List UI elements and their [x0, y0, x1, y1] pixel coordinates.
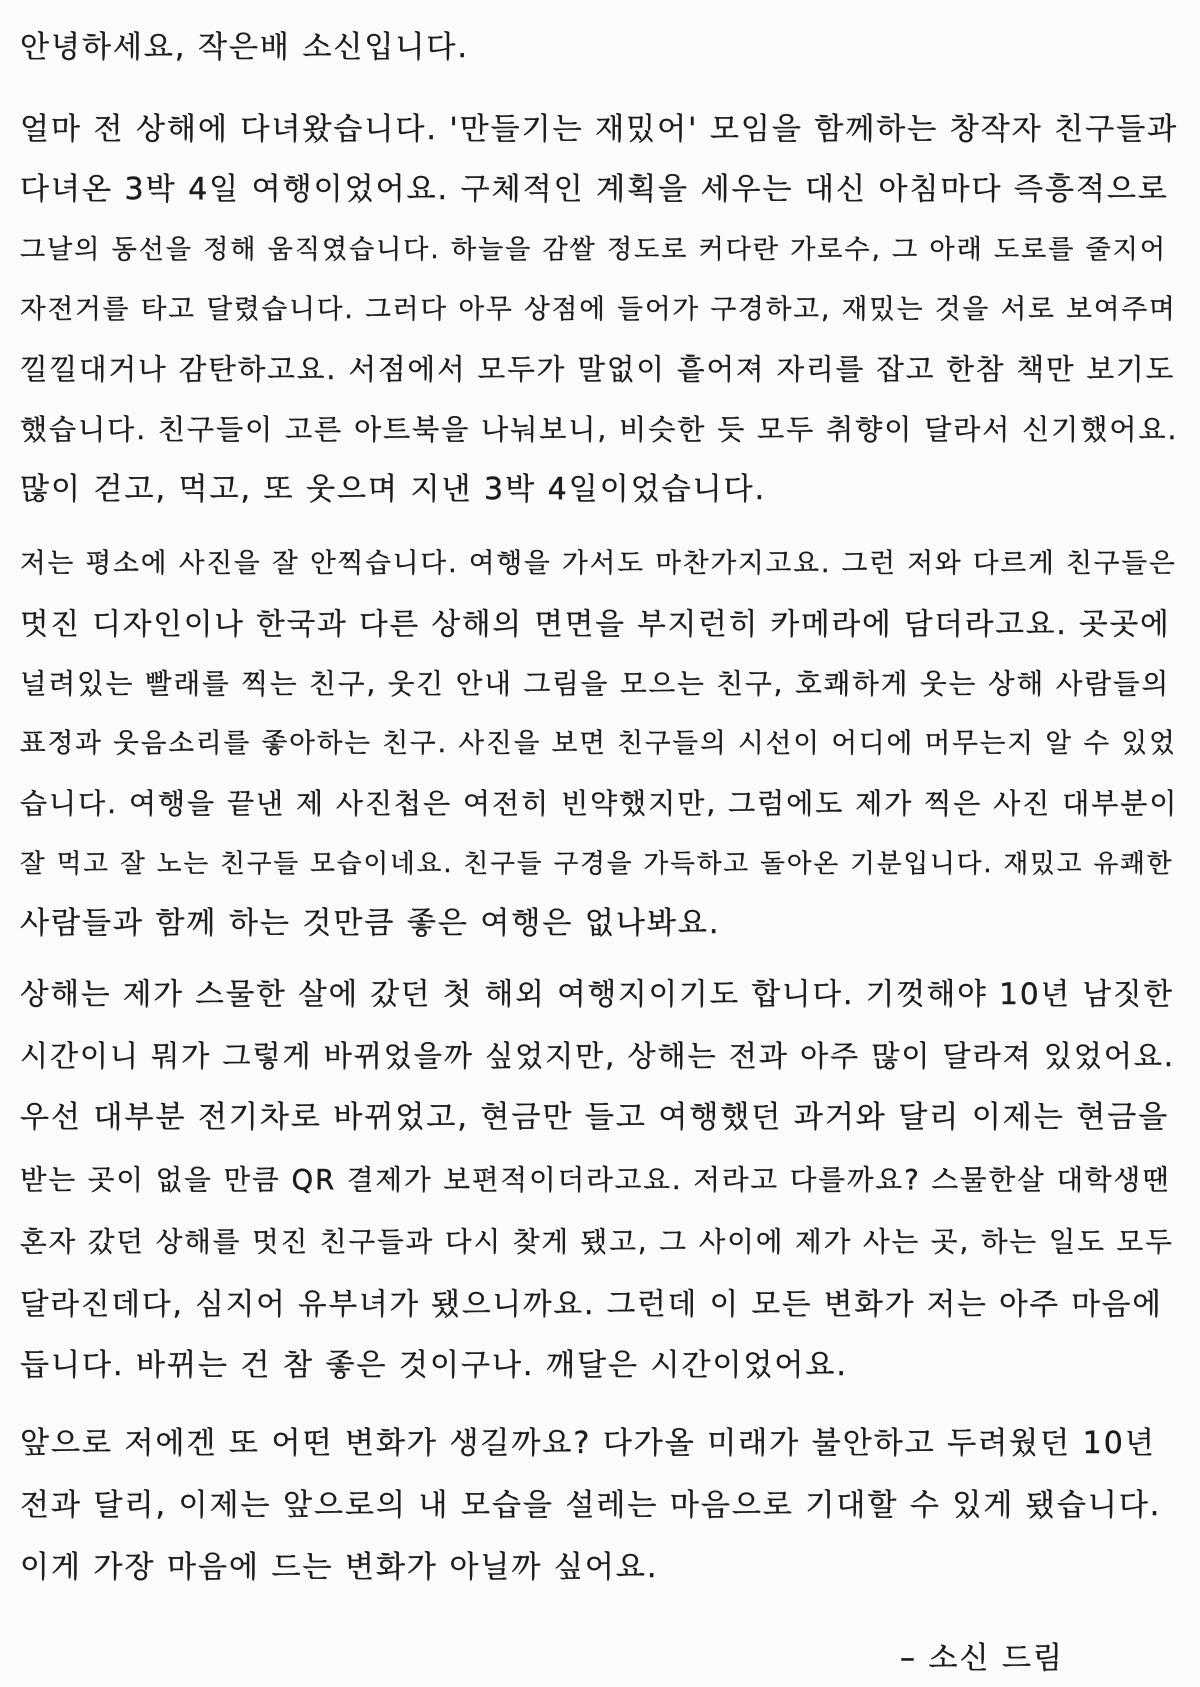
letter-line: 상해는 제가 스물한 살에 갔던 첫 해외 여행지이기도 합니다. 기껏해야 10년 남짓한 — [20, 977, 1174, 1011]
letter-line: 널려있는 빨래를 찍는 친구, 웃긴 안내 그림을 모으는 친구, 호쾌하게 웃는 상해 사람들의 — [20, 668, 1171, 700]
letter-line: 받는 곳이 없을 만큼 QR 결제가 보편적이더라고요. 저라고 다를까요? 스물한살 대학생땐 — [20, 1164, 1171, 1196]
letter-line: 우선 대부분 전기차로 바뀌었고, 현금만 들고 여행했던 과거와 달리 이제는 현금을 — [20, 1100, 1170, 1135]
letter-line: 시간이니 뭐가 그렇게 바뀌었을까 싶었지만, 상해는 전과 아주 많이 달라져 있었어요. — [20, 1039, 1176, 1073]
letter-line: 사람들과 함께 하는 것만큼 좋은 여행은 없나봐요. — [20, 906, 721, 941]
letter-line: 다녀온 3박 4일 여행이었어요. 구체적인 계획을 세우는 대신 아침마다 즉흥적으로 — [20, 172, 1169, 207]
letter-line: 달라진데다, 심지어 유부녀가 됐으니까요. 그런데 이 모든 변화가 저는 아주 마음에 — [20, 1287, 1163, 1321]
letter-line: 많이 걷고, 먹고, 또 웃으며 지낸 3박 4일이었습니다. — [20, 472, 767, 507]
letter-line: 얼마 전 상해에 다녀왔습니다. '만들기는 재밌어' 모임을 함께하는 창작자 친구들과 — [20, 112, 1179, 147]
letter-line: 낄낄대거나 감탄하고요. 서점에서 모두가 말없이 흩어져 자리를 잡고 한참 책만 보기도 — [20, 353, 1176, 386]
letter-line: 했습니다. 친구들이 고른 아트북을 나눠보니, 비슷한 듯 모두 취향이 달라서 신기했어요. — [20, 413, 1179, 446]
letter-line: 듭니다. 바뀌는 건 참 좋은 것이구나. 깨달은 시간이었어요. — [20, 1348, 848, 1383]
letter-line: 이게 가장 마음에 드는 변화가 아닐까 싶어요. — [20, 1550, 659, 1585]
letter-line: 앞으로 저에겐 또 어떤 변화가 생길까요? 다가올 미래가 불안하고 두려웠던 10년 — [20, 1426, 1156, 1461]
letter-line: 잘 먹고 잘 노는 친구들 모습이네요. 친구들 구경을 가득하고 돌아온 기분입니다. 재밌고 유쾌한 — [20, 849, 1174, 879]
letter-line: 표정과 웃음소리를 좋아하는 친구. 사진을 보면 친구들의 시선이 어디에 머무는지 알 수 있었 — [20, 728, 1177, 759]
letter-line: 저는 평소에 사진을 잘 안찍습니다. 여행을 가서도 마찬가지고요. 그런 저와 다르게 친구들은 — [20, 548, 1177, 579]
letter-line: 습니다. 여행을 끝낸 제 사진첩은 여전히 빈약했지만, 그럼에도 제가 찍은 사진 대부분이 — [20, 787, 1179, 820]
letter-line: 전과 달리, 이제는 앞으로의 내 모습을 설레는 마음으로 기대할 수 있게 됐습니다. — [20, 1488, 1162, 1523]
handwritten-letter — [20, 14, 1180, 1674]
letter-line: 혼자 갔던 상해를 멋진 친구들과 다시 찾게 됐고, 그 사이에 제가 사는 곳, 하는 일도 모두 — [20, 1226, 1174, 1258]
letter-line: 멋진 디자인이나 한국과 다른 상해의 면면을 부지런히 카메라에 담더라고요. 곳곳에 — [20, 607, 1171, 641]
letter-line: 자전거를 타고 달렸습니다. 그러다 아무 상점에 들어가 구경하고, 재밌는 것을 서로 보여주며 — [20, 294, 1177, 325]
letter-greeting: 안녕하세요, 작은배 소신입니다. — [20, 30, 469, 65]
letter-signature: – 소신 드림 — [900, 1641, 1064, 1676]
letter-line: 그날의 동선을 정해 움직였습니다. 하늘을 감쌀 정도로 커다란 가로수, 그 아래 도로를 줄지어 — [20, 235, 1167, 265]
